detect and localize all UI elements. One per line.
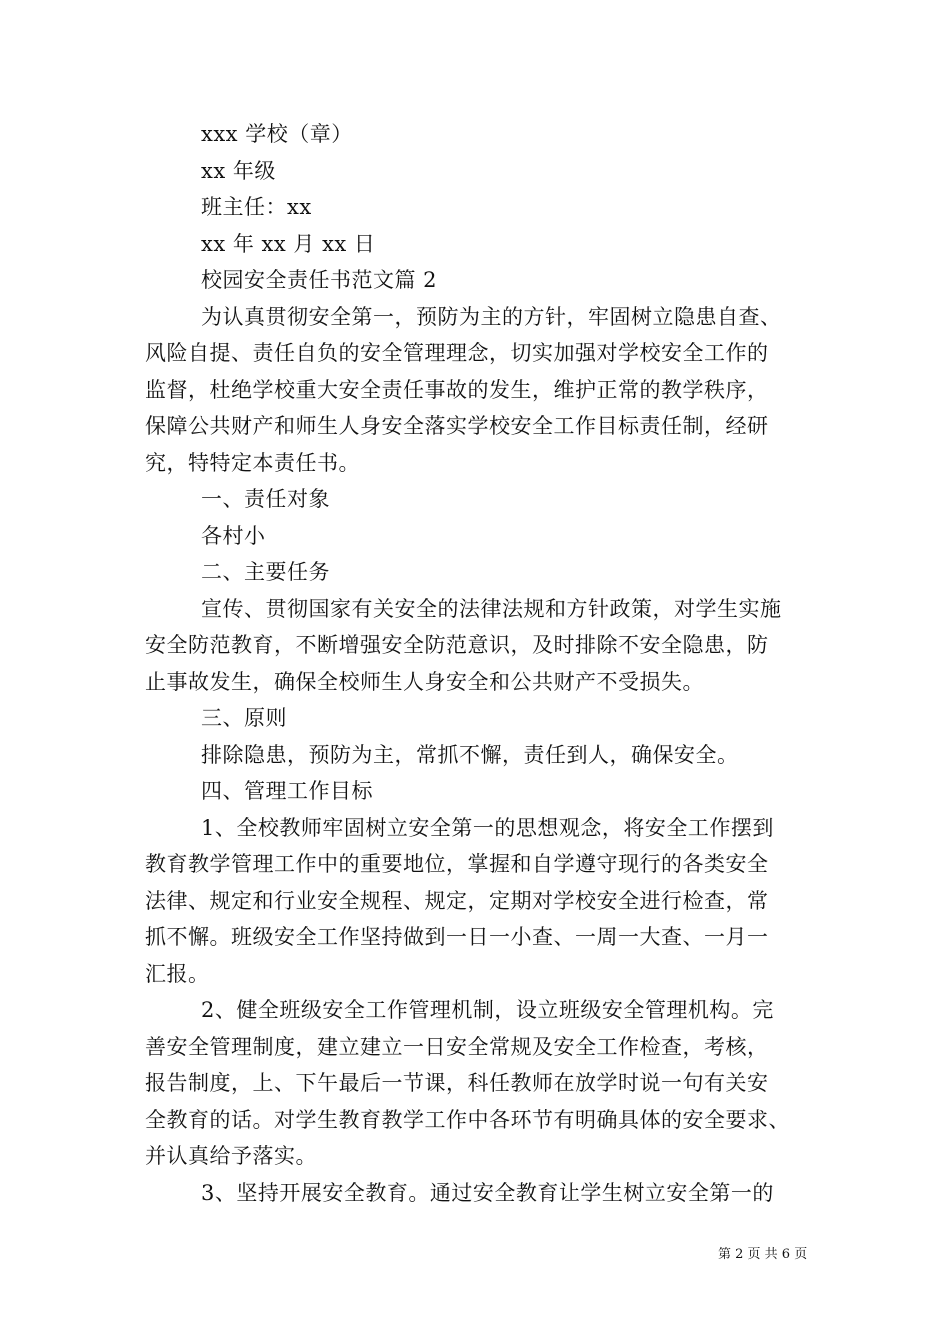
text-line: 监督，杜绝学校重大安全责任事故的发生，维护正常的教学秩序，: [145, 377, 769, 402]
text-line: 为认真贯彻安全第一，预防为主的方针，牢固树立隐患自查、: [201, 304, 782, 329]
text-line: 1、全校教师牢固树立安全第一的思想观念，将安全工作摆到: [201, 815, 774, 840]
text-line: 并认真给予落实。: [145, 1144, 317, 1168]
text-line: 保障公共财产和师生人身安全落实学校安全工作目标责任制，经研: [145, 414, 769, 438]
text-line: 抓不懈。班级安全工作坚持做到一日一小查、一周一大查、一月一: [145, 925, 769, 949]
text-line: 报告制度，上、下午最后一节课，科任教师在放学时说一句有关安: [145, 1071, 769, 1095]
text-line: 汇报。: [145, 961, 210, 986]
text-line: 安全防范教育，不断增强安全防范意识，及时排除不安全隐患，防: [145, 633, 769, 657]
text-line: 三、原则: [201, 706, 287, 730]
text-line: 究，特特定本责任书。: [145, 450, 360, 475]
text-line: 一、责任对象: [201, 487, 330, 511]
text-line: 排除隐患，预防为主，常抓不懈，责任到人，确保安全。: [201, 742, 739, 767]
text-line: xx 年级: [201, 158, 276, 183]
text-line: 2、健全班级安全工作管理机制，设立班级安全管理机构。完: [201, 998, 774, 1022]
text-line: 3、坚持开展安全教育。通过安全教育让学生树立安全第一的: [201, 1180, 774, 1205]
text-line: xx 年 xx 月 xx 日: [201, 231, 376, 256]
text-line: 校园安全责任书范文篇 2: [201, 268, 438, 292]
text-line: xxx 学校（章）: [201, 122, 353, 146]
text-line: 教育教学管理工作中的重要地位，掌握和自学遵守现行的各类安全: [145, 852, 769, 876]
text-line: 善安全管理制度，建立建立一日安全常规及安全工作检查，考核，: [145, 1034, 769, 1059]
text-line: 止事故发生，确保全校师生人身安全和公共财产不受损失。: [145, 669, 704, 694]
text-line: 班主任：xx: [201, 195, 312, 219]
text-line: 全教育的话。对学生教育教学工作中各环节有明确具体的安全要求、: [145, 1107, 790, 1132]
text-line: 宣传、贯彻国家有关安全的法律法规和方针政策，对学生实施: [201, 596, 782, 621]
text-line: 法律、规定和行业安全规程、规定，定期对学校安全进行检查，常: [145, 888, 769, 913]
text-line: 各村小: [201, 523, 266, 548]
text-line: 二、主要任务: [201, 560, 330, 584]
text-line: 四、管理工作目标: [201, 779, 373, 803]
document-body: [145, 116, 815, 1211]
page-number-footer: 第 2 页 共 6 页: [718, 1247, 808, 1262]
text-line: 风险自提、责任自负的安全管理理念，切实加强对学校安全工作的: [145, 341, 769, 365]
